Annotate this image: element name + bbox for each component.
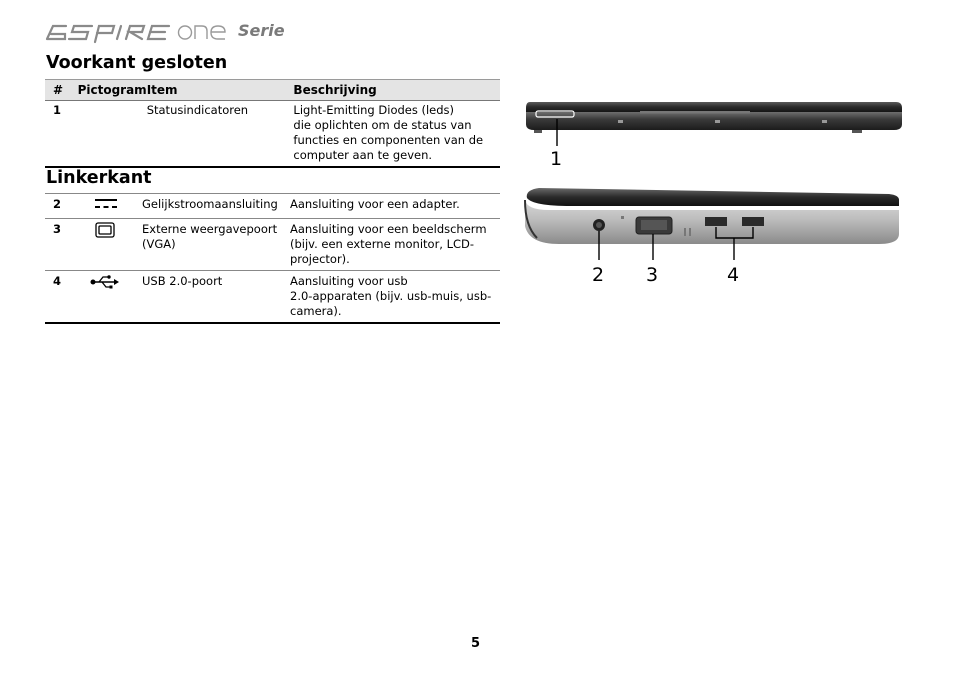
row-description <box>290 271 500 324</box>
row-number: 1 <box>53 103 62 117</box>
row-icon-cell <box>78 271 142 324</box>
table-row <box>45 101 500 168</box>
row-icon-empty <box>78 101 147 168</box>
description-line: projector). <box>290 252 350 266</box>
table-row <box>45 219 500 271</box>
callout-3: 3 <box>646 264 659 286</box>
description-line: die oplichten om de status van <box>293 118 472 132</box>
row-number: 4 <box>45 271 78 324</box>
row-item: Gelijkstroomaansluiting <box>142 197 278 211</box>
description-line: Aansluiting voor een adapter. <box>290 197 460 211</box>
page-number: 5 <box>471 636 481 651</box>
row-number: 3 <box>45 219 78 271</box>
row-item <box>142 219 290 271</box>
description-line: computer aan te geven. <box>293 148 433 162</box>
row-item: Statusindicatoren <box>146 103 249 117</box>
row-description <box>293 101 500 168</box>
item-line: (VGA) <box>142 237 176 251</box>
column-header-description: Beschrijving <box>293 80 500 101</box>
row-description <box>290 219 500 271</box>
row-item: USB 2.0-poort <box>142 271 290 324</box>
column-header-icon: Pictogram <box>78 80 147 101</box>
description-line: Aansluiting voor usb <box>290 274 408 288</box>
usb-icon <box>90 274 120 290</box>
table-header-row <box>45 80 500 101</box>
series-label: Serie <box>238 21 285 40</box>
description-line: Light-Emitting Diodes (leds) <box>293 103 455 117</box>
left-side-table <box>45 193 500 324</box>
row-icon-cell <box>78 219 142 271</box>
front-view-illustration <box>522 98 906 177</box>
column-header-item: Item <box>147 80 294 101</box>
description-line: Aansluiting voor een beeldscherm <box>290 222 487 236</box>
row-icon-cell <box>78 194 142 219</box>
aspire-one-logo <box>44 20 284 46</box>
callout-1: 1 <box>550 148 563 170</box>
callout-4: 4 <box>727 264 740 286</box>
left-side-illustration <box>519 186 907 292</box>
front-closed-table <box>45 79 500 168</box>
description-line: functies en componenten van de <box>293 133 484 147</box>
description-line: camera). <box>290 304 342 318</box>
description-line: (bijv. een externe monitor, LCD- <box>290 237 475 251</box>
callout-2: 2 <box>592 264 605 286</box>
column-header-number: # <box>45 80 78 101</box>
aspire-one-wordmark <box>44 20 234 44</box>
table-row <box>45 194 500 219</box>
row-number: 2 <box>53 197 62 211</box>
dc-in-icon <box>94 197 116 213</box>
monitor-icon <box>94 222 116 238</box>
item-line: Externe weergavepoort <box>142 222 278 236</box>
table-row <box>45 271 500 324</box>
section-title-left-side: Linkerkant <box>46 168 152 188</box>
row-description <box>290 194 500 219</box>
description-line: 2.0-apparaten (bijv. usb-muis, usb- <box>290 289 492 303</box>
section-title-front-closed: Voorkant gesloten <box>46 53 228 73</box>
